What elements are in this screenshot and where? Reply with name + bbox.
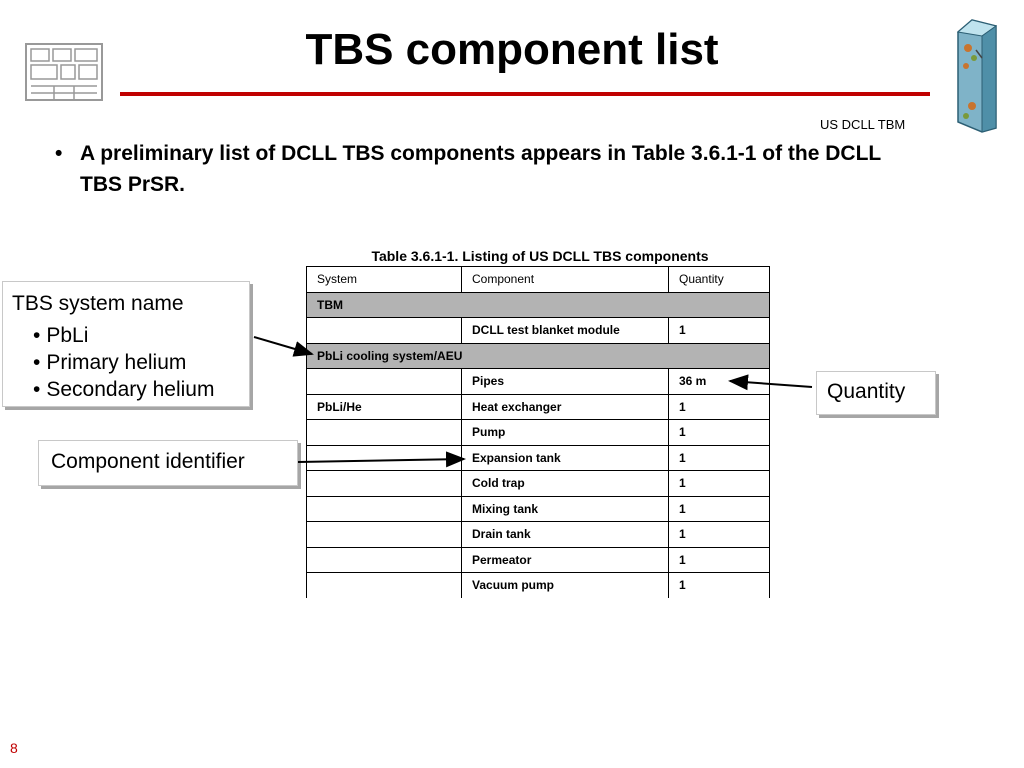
page-number: 8: [10, 740, 18, 756]
table-cell-component: Mixing tank: [462, 496, 669, 522]
table-cell-quantity: 1: [669, 394, 770, 420]
table-cell-quantity: 1: [669, 496, 770, 522]
table-section-cell: PbLi cooling system/AEU: [307, 343, 770, 369]
table-cell-quantity: 1: [669, 420, 770, 446]
table-cell-quantity: 1: [669, 547, 770, 573]
table-cell-component: Pump: [462, 420, 669, 446]
arrow-component: [298, 459, 464, 462]
table-cell-quantity: 36 m: [669, 369, 770, 395]
table-header-cell: System: [307, 267, 462, 293]
subtitle: US DCLL TBM: [820, 117, 906, 132]
arrow-quantity: [730, 381, 812, 387]
page-title: TBS component list: [305, 25, 719, 74]
callout-system-heading: TBS system name: [12, 292, 184, 315]
table-cell-component: Permeator: [462, 547, 669, 573]
table-header-cell: Quantity: [669, 267, 770, 293]
table-cell-quantity: 1: [669, 471, 770, 497]
table-cell-component: Drain tank: [462, 522, 669, 548]
table-cell-quantity: 1: [669, 445, 770, 471]
table-cell-component: Vacuum pump: [462, 573, 669, 598]
table-cell-quantity: 1: [669, 318, 770, 344]
table-cell-quantity: 1: [669, 573, 770, 598]
table-cell-quantity: 1: [669, 522, 770, 548]
callout-component-label: Component identifier: [51, 450, 245, 473]
table-cell-component: Cold trap: [462, 471, 669, 497]
callout-system-item: • Primary helium: [33, 349, 214, 376]
table-cell-component: Heat exchanger: [462, 394, 669, 420]
arrow-system: [254, 337, 312, 354]
table-section-cell: TBM: [307, 292, 770, 318]
table-cell-component: Expansion tank: [462, 445, 669, 471]
bullet-text: A preliminary list of DCLL TBS components appears in Table 3.6.1-1 of the DCLL TBS PrSR.: [80, 142, 881, 196]
bullet-mark: •: [55, 142, 63, 165]
table-cell-component: Pipes: [462, 369, 669, 395]
table-cell-system: PbLi/He: [307, 394, 462, 420]
callout-quantity-label: Quantity: [827, 380, 906, 403]
callout-system-item: • Secondary helium: [33, 376, 214, 403]
table-cell-component: DCLL test blanket module: [462, 318, 669, 344]
table-header-cell: Component: [462, 267, 669, 293]
table-caption: Table 3.6.1-1. Listing of US DCLL TBS components: [371, 248, 709, 264]
callout-system-item: • PbLi: [33, 322, 214, 349]
